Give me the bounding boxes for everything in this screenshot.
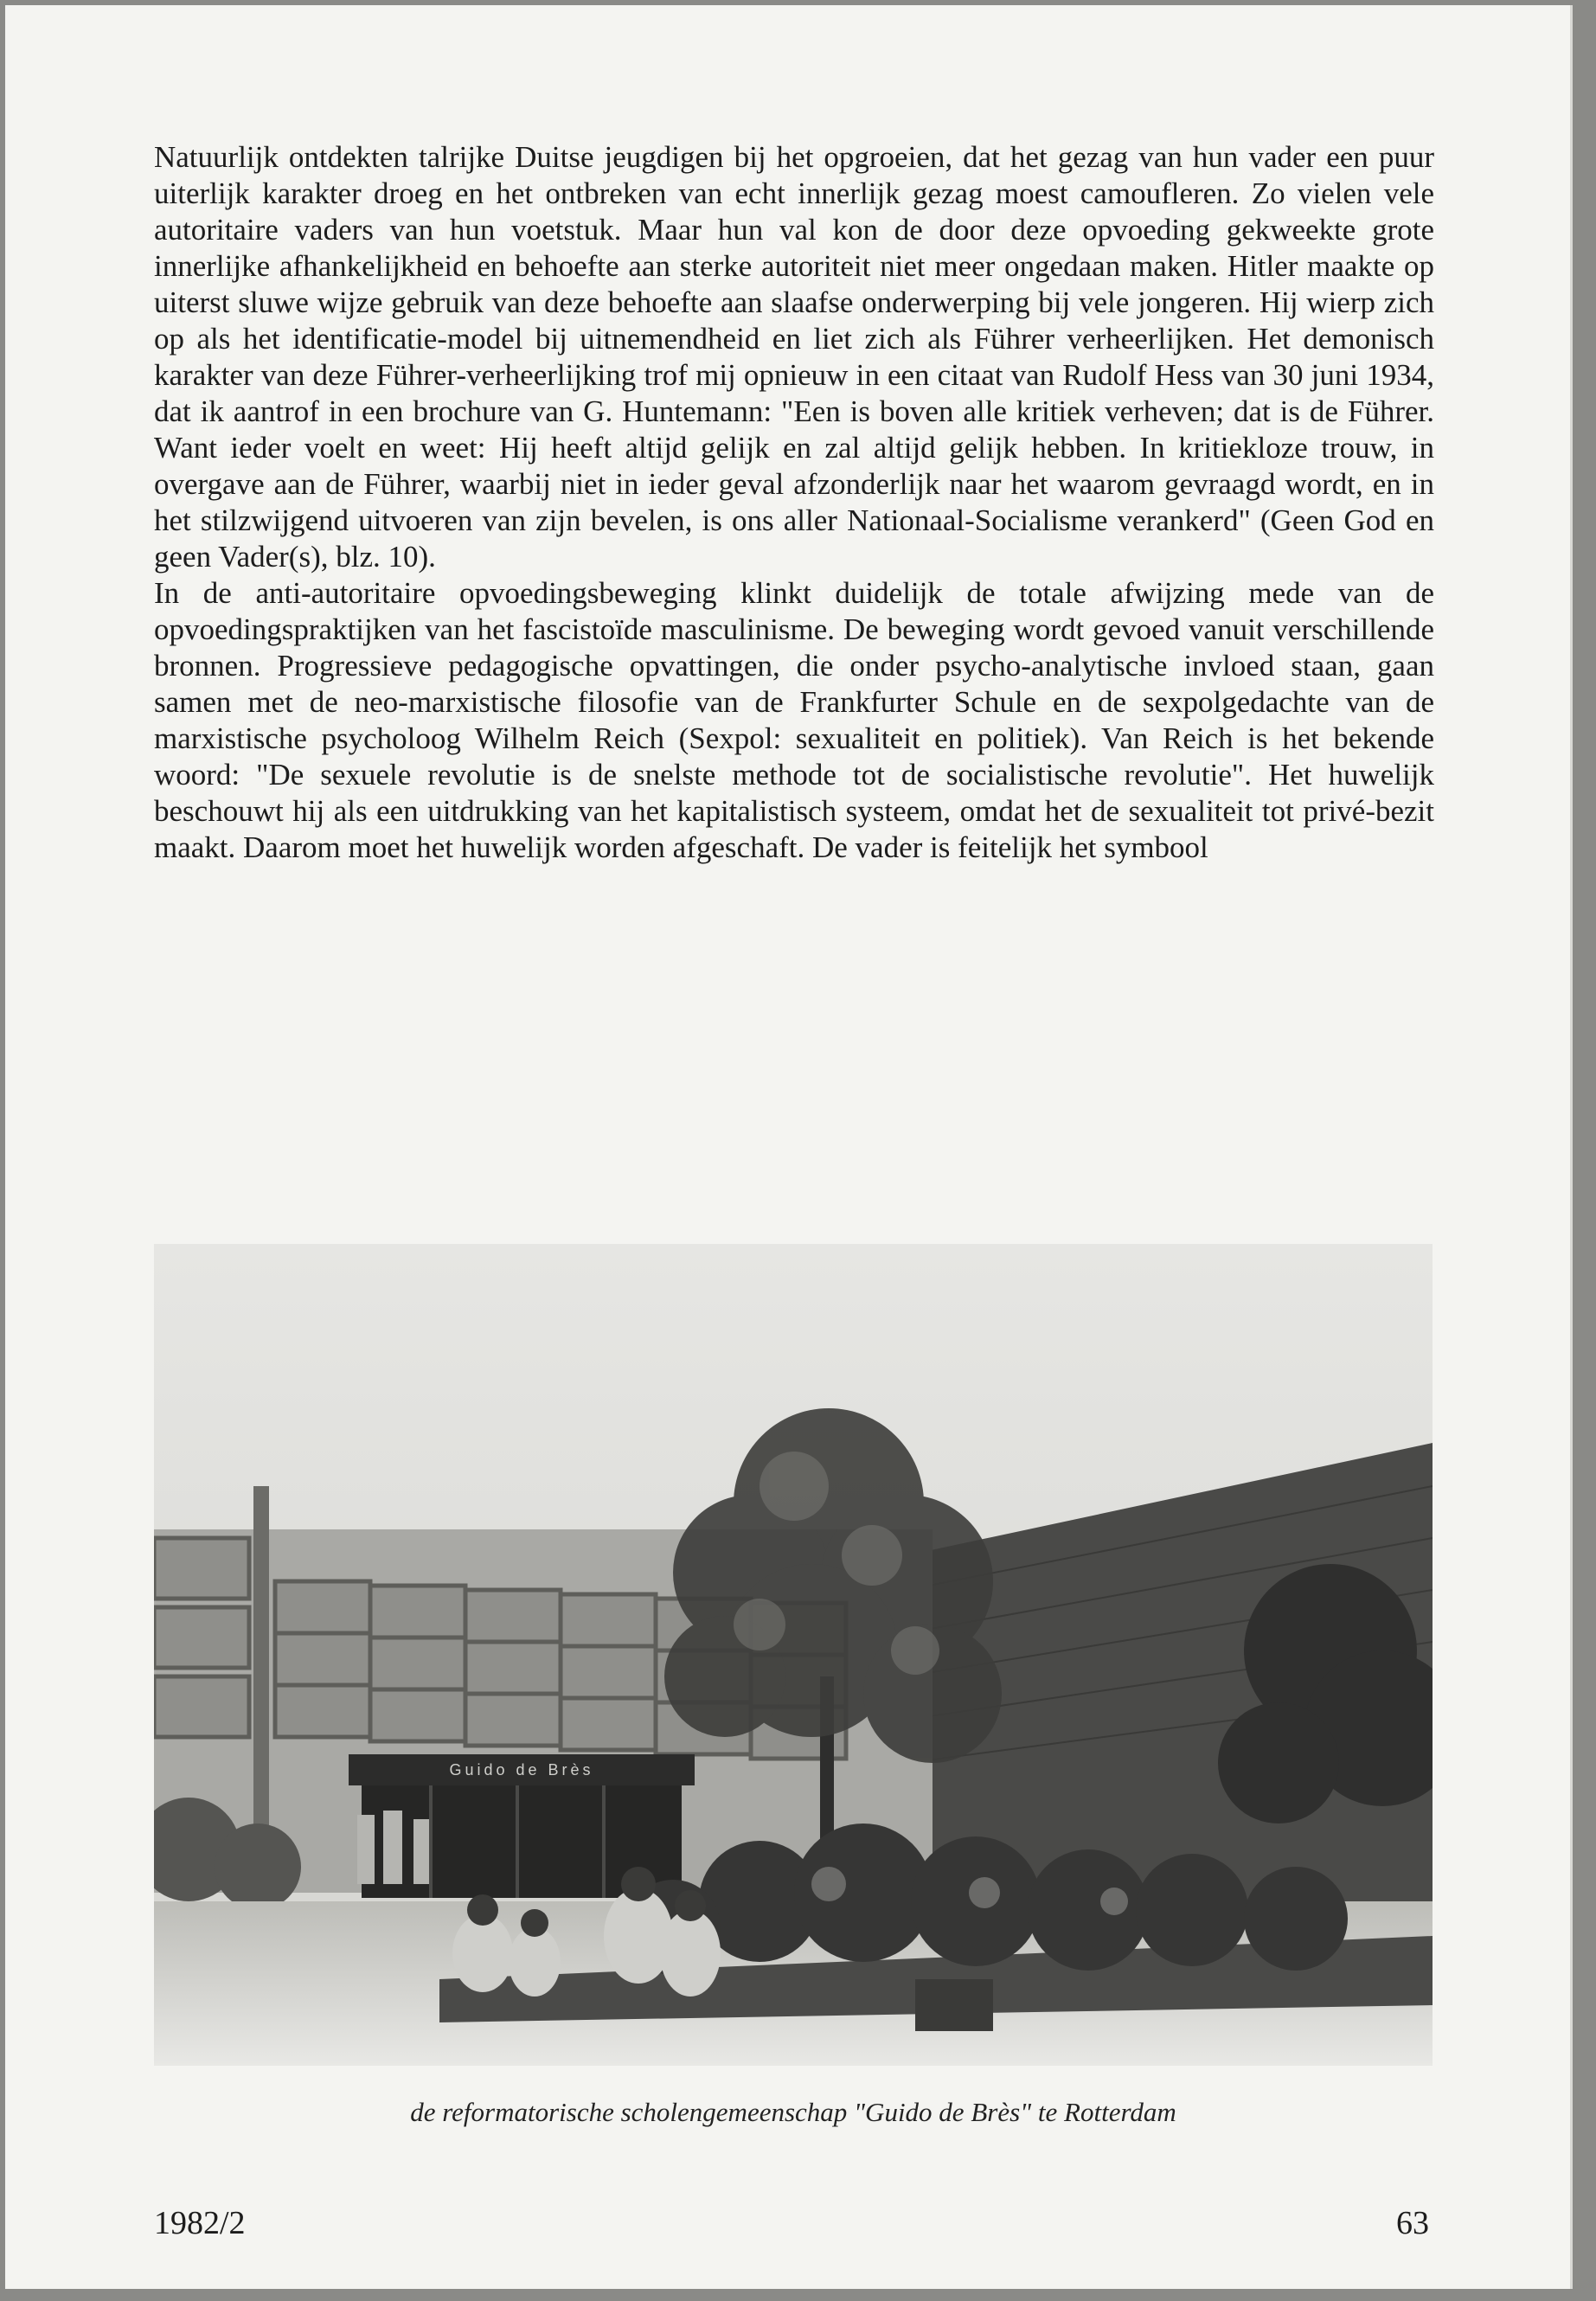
document-page [5,5,1573,2289]
article-body [154,139,1434,866]
school-building-illustration [154,1244,1433,2066]
school-photo [154,1244,1433,2066]
photo-caption: de reformatorische scholengemeenschap "Guido de Brès" te Rotterdam [410,2097,1176,2127]
page-number: 63 [1396,2205,1429,2241]
issue-number: 1982/2 [154,2205,246,2241]
paragraph-2: In de anti-autoritaire opvoedingsbeweging klinkt duidelijk de totale afwijzing mede van de opvoedingspraktijken van het fascistoïde masculinisme. De beweging wordt gevoed vanuit verschillende bronnen. Progressieve pedagogische opvattingen, die onder psycho-analytische invloed staan, gaan samen met de neo-marxistische filosofie van de Frankfurter Schule en de sexpolgedachte van de marxistische psycholoog Wilhelm Reich (Sexpol: sexualiteit en politiek). Van Reich is het bekende woord: "De sexuele revolutie is de snelste methode tot de socialistische revolutie". Het huwelijk beschouwt hij als een uitdrukking van het kapitalistisch systeem, omdat het de sexualiteit tot privé-bezit maakt. Daarom moet het huwelijk worden afgeschaft. De vader is feitelijk het symbool [154,576,1434,864]
school-sign: Guido de Brès [449,1761,594,1779]
paragraph-1: Natuurlijk ontdekten talrijke Duitse jeugdigen bij het opgroeien, dat het gezag van hun vader een puur uiterlijk karakter droeg en het ontbreken van echt innerlijk gezag moest camoufleren. Zo vielen vele autoritaire vaders van hun voetstuk. Maar hun val kon de door deze opvoeding gekweekte grote innerlijke afhankelijkheid en behoefte aan sterke autoriteit niet meer ongedaan maken. Hitler maakte op uiterst sluwe wijze gebruik van deze behoefte aan slaafse onderwerping bij vele jongeren. Hij wierp zich op als het identificatie-model bij uitnemendheid en liet zich als Führer verheerlijken. Het demonisch karakter van deze Führer-verheerlijking trof mij opnieuw in een citaat van Rudolf Hess van 30 juni 1934, dat ik aantrof in een brochure van G. Huntemann: "Een is boven alle kritiek verheven; dat is de Führer. Want ieder voelt en weet: Hij heeft altijd gelijk en zal altijd gelijk hebben. In kritiekloze trouw, in overgave aan de Führer, waarbij niet in ieder geval afzonderlijk naar het waarom gevraagd wordt, en in het stilzwijgend uitvoeren van zijn bevelen, is ons aller Nationaal-Socialisme verankerd" (Geen God en geen Vader(s), blz. 10). [154,140,1434,574]
